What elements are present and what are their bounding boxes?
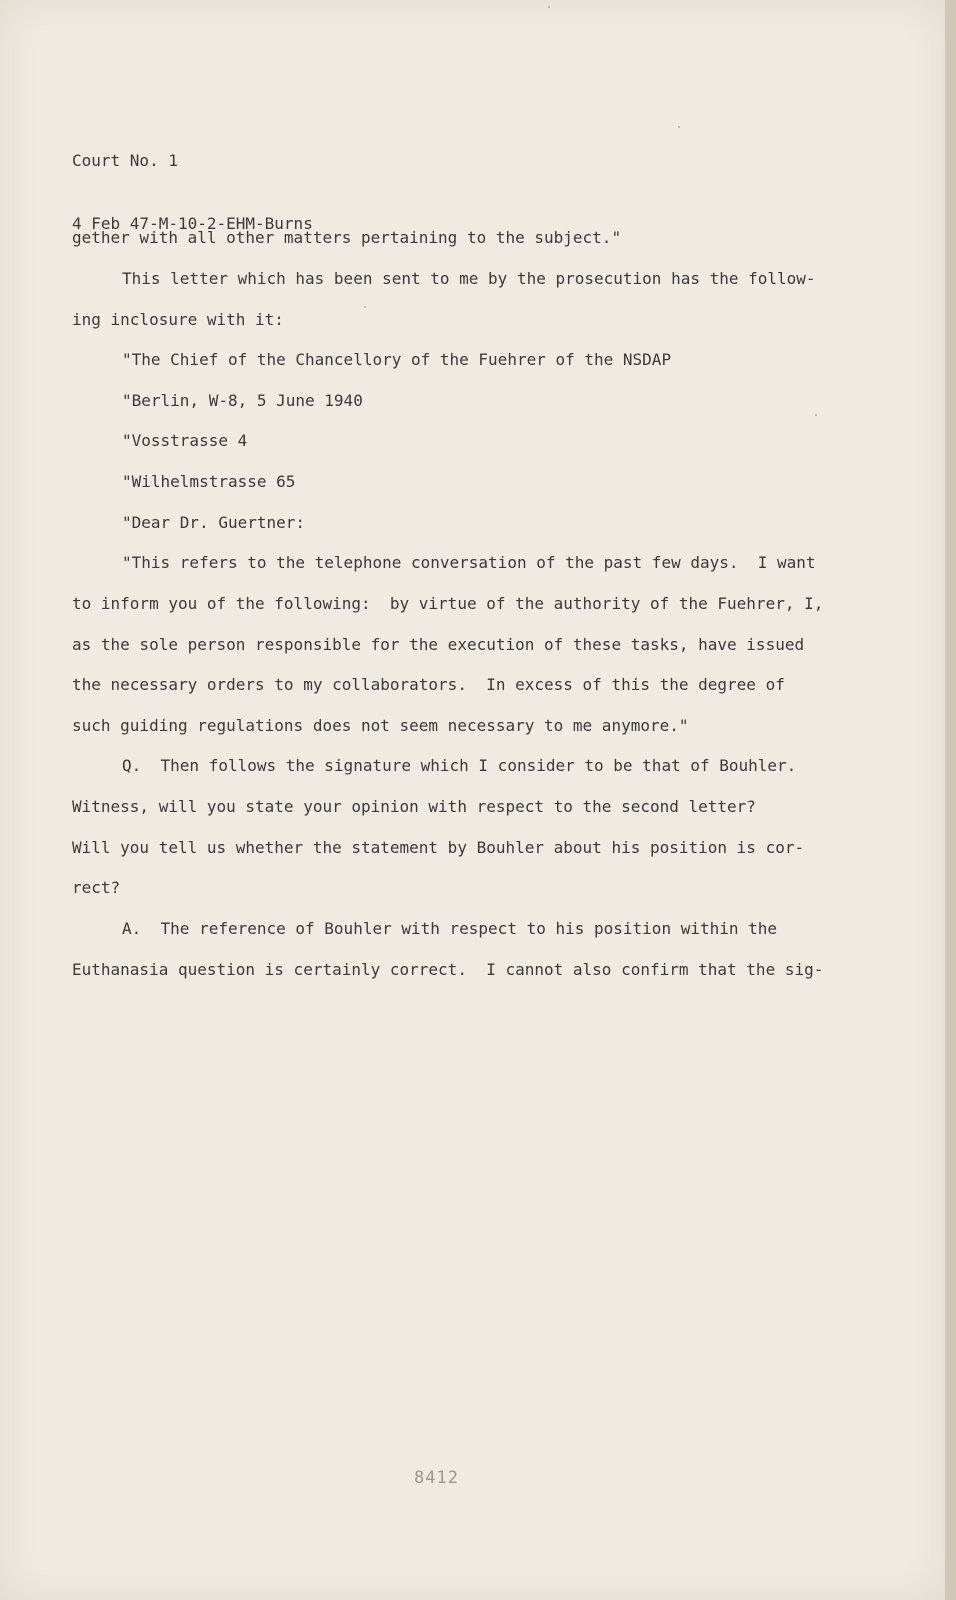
body-line: ing inclosure with it: — [72, 310, 284, 329]
body-line: to inform you of the following: by virtue of the authority of the Fuehrer, I, — [72, 594, 824, 613]
transcript-reference: 4 Feb 47-M-10-2-EHM-Burns — [72, 214, 313, 233]
body-line: Euthanasia question is certainly correct. I cannot also confirm that the sig- — [72, 960, 824, 979]
body-line: A. The reference of Bouhler with respect to his position within the — [122, 919, 778, 938]
body-line: "Vosstrasse 4 — [122, 431, 248, 450]
document-header — [72, 108, 313, 276]
paper-speck — [678, 126, 680, 128]
body-line: This letter which has been sent to me by the prosecution has the follow- — [122, 269, 816, 288]
body-line: "The Chief of the Chancellory of the Fuehrer of the NSDAP — [122, 350, 672, 369]
paper-edge — [945, 0, 956, 1600]
paper-speck — [364, 306, 366, 308]
body-line: such guiding regulations does not seem necessary to me anymore." — [72, 716, 689, 735]
body-line: as the sole person responsible for the execution of these tasks, have issued — [72, 635, 805, 654]
paper-speck — [548, 6, 550, 8]
body-line: "Dear Dr. Guertner: — [122, 513, 306, 532]
body-line: the necessary orders to my collaborators. In excess of this the degree of — [72, 675, 785, 694]
body-line: gether with all other matters pertaining to the subject." — [72, 228, 622, 247]
body-line: rect? — [72, 878, 121, 897]
body-line: "Berlin, W-8, 5 June 1940 — [122, 391, 363, 410]
paper-speck — [815, 414, 817, 416]
body-line: "This refers to the telephone conversation of the past few days. I want — [122, 553, 816, 572]
body-line: Q. Then follows the signature which I consider to be that of Bouhler. — [122, 756, 797, 775]
court-label: Court No. 1 — [72, 151, 178, 170]
page-number: 8412 — [414, 1468, 459, 1488]
body-line: Witness, will you state your opinion with respect to the second letter? — [72, 797, 756, 816]
body-line: Will you tell us whether the statement by Bouhler about his position is cor- — [72, 838, 805, 857]
body-line: "Wilhelmstrasse 65 — [122, 472, 296, 491]
